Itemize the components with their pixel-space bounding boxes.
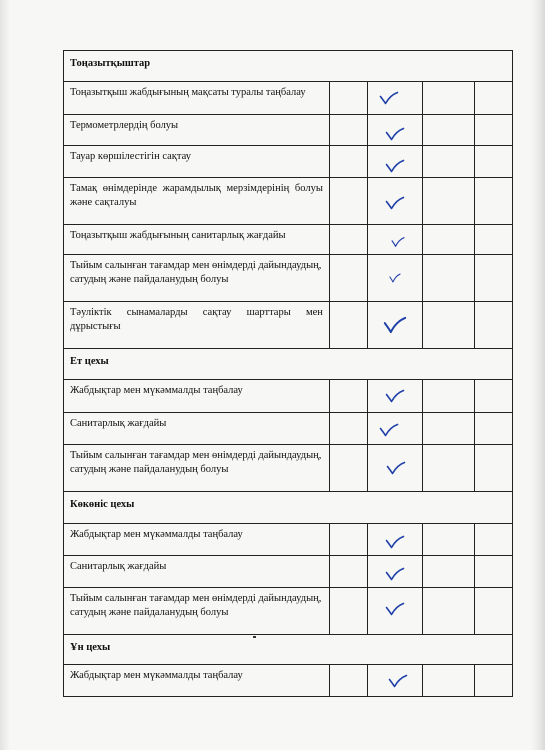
check-cell — [367, 665, 422, 697]
checkmark-icon — [388, 674, 408, 688]
checklist-row — [64, 524, 513, 556]
section-title: Ұн цехы — [64, 635, 513, 665]
section-header-row — [64, 635, 513, 665]
mark-cell — [422, 225, 474, 255]
section-header-row — [64, 51, 513, 82]
mark-cell — [422, 115, 474, 146]
checkmark-icon — [386, 461, 406, 475]
section-title: Ет цехы — [64, 349, 513, 380]
mark-cell — [475, 225, 513, 255]
row-label: Тәуліктік сынамаларды сақтау шарттары мен дұрыстығы — [64, 302, 330, 349]
mark-cell — [329, 556, 367, 588]
checkmark-icon — [385, 602, 405, 616]
mark-cell — [329, 445, 367, 492]
mark-cell — [475, 178, 513, 225]
mark-cell — [422, 445, 474, 492]
row-label: Тоңазытқыш жабдығының мақсаты туралы таңбалау — [64, 82, 330, 115]
mark-cell — [329, 115, 367, 146]
checkmark-icon — [385, 159, 405, 173]
row-label: Санитарлық жағдайы — [64, 413, 330, 445]
check-cell — [367, 524, 422, 556]
checklist-row — [64, 115, 513, 146]
mark-cell — [475, 302, 513, 349]
checklist-row — [64, 445, 513, 492]
mark-cell — [475, 524, 513, 556]
mark-cell — [329, 302, 367, 349]
mark-cell — [422, 255, 474, 302]
mark-cell — [475, 445, 513, 492]
mark-cell — [329, 588, 367, 635]
checklist-row — [64, 665, 513, 697]
checklist-row — [64, 178, 513, 225]
mark-cell — [422, 82, 474, 115]
mark-cell — [422, 665, 474, 697]
checklist-row — [64, 380, 513, 413]
mark-cell — [329, 178, 367, 225]
check-cell — [367, 413, 422, 445]
checkmark-icon — [379, 91, 399, 105]
checklist-row — [64, 588, 513, 635]
checklist-row — [64, 225, 513, 255]
mark-cell — [329, 146, 367, 178]
mark-cell — [329, 255, 367, 302]
checkmark-icon — [385, 567, 405, 581]
checklist-row — [64, 556, 513, 588]
check-cell — [367, 588, 422, 635]
mark-cell — [329, 82, 367, 115]
checkmark-icon — [391, 236, 405, 247]
mark-cell — [422, 178, 474, 225]
mark-cell — [422, 413, 474, 445]
checklist-row — [64, 255, 513, 302]
checkmark-icon — [379, 423, 399, 437]
mark-cell — [329, 225, 367, 255]
checkmark-icon — [389, 273, 401, 283]
section-header-row — [64, 492, 513, 524]
check-cell — [367, 302, 422, 349]
section-header-row — [64, 349, 513, 380]
inspection-checklist-table — [63, 50, 513, 697]
row-label: Тыйым салынған тағамдар мен өнімдерді дайындаудың, сатудың және пайдаланудың болуы — [64, 588, 330, 635]
mark-cell — [475, 588, 513, 635]
checklist-row — [64, 82, 513, 115]
row-label: Тоңазытқыш жабдығының санитарлық жағдайы — [64, 225, 330, 255]
mark-cell — [329, 524, 367, 556]
checklist-row — [64, 146, 513, 178]
checkmark-icon — [383, 316, 407, 334]
checklist-row — [64, 302, 513, 349]
mark-cell — [475, 665, 513, 697]
check-cell — [367, 380, 422, 413]
checkmark-icon — [385, 535, 405, 549]
checkmark-icon — [385, 389, 405, 403]
mark-cell — [475, 255, 513, 302]
check-cell — [367, 255, 422, 302]
mark-cell — [422, 302, 474, 349]
row-label: Тыйым салынған тағамдар мен өнімдерді дайындаудың, сатудың және пайдаланудың болуы — [64, 255, 330, 302]
mark-cell — [475, 556, 513, 588]
checklist-body — [64, 51, 513, 697]
scan-edge-left — [0, 0, 10, 750]
checklist-row — [64, 413, 513, 445]
mark-cell — [329, 665, 367, 697]
check-cell — [367, 225, 422, 255]
row-label: Жабдықтар мен мүкәммалды таңбалау — [64, 524, 330, 556]
check-cell — [367, 556, 422, 588]
mark-cell — [422, 556, 474, 588]
row-label: Тауар көршілестігін сақтау — [64, 146, 330, 178]
scan-speck — [253, 636, 256, 638]
mark-cell — [475, 82, 513, 115]
check-cell — [367, 445, 422, 492]
row-label: Жабдықтар мен мүкәммалды таңбалау — [64, 665, 330, 697]
mark-cell — [329, 413, 367, 445]
check-cell — [367, 82, 422, 115]
section-title: Тоңазытқыштар — [64, 51, 513, 82]
check-cell — [367, 146, 422, 178]
scan-edge-right — [531, 0, 545, 750]
row-label: Тыйым салынған тағамдар мен өнімдерді дайындаудың, сатудың және пайдаланудың болуы — [64, 445, 330, 492]
row-label: Тамақ өнімдерінде жарамдылық мерзімдерінің болуы және сақталуы — [64, 178, 330, 225]
checkmark-icon — [385, 196, 405, 210]
row-label: Жабдықтар мен мүкәммалды таңбалау — [64, 380, 330, 413]
section-title: Көкөніс цехы — [64, 492, 513, 524]
mark-cell — [475, 380, 513, 413]
checkmark-icon — [385, 127, 405, 141]
mark-cell — [422, 588, 474, 635]
mark-cell — [422, 146, 474, 178]
row-label: Санитарлық жағдайы — [64, 556, 330, 588]
mark-cell — [475, 146, 513, 178]
check-cell — [367, 115, 422, 146]
mark-cell — [475, 413, 513, 445]
check-cell — [367, 178, 422, 225]
mark-cell — [329, 380, 367, 413]
mark-cell — [475, 115, 513, 146]
mark-cell — [422, 524, 474, 556]
row-label: Термометрлердің болуы — [64, 115, 330, 146]
mark-cell — [422, 380, 474, 413]
